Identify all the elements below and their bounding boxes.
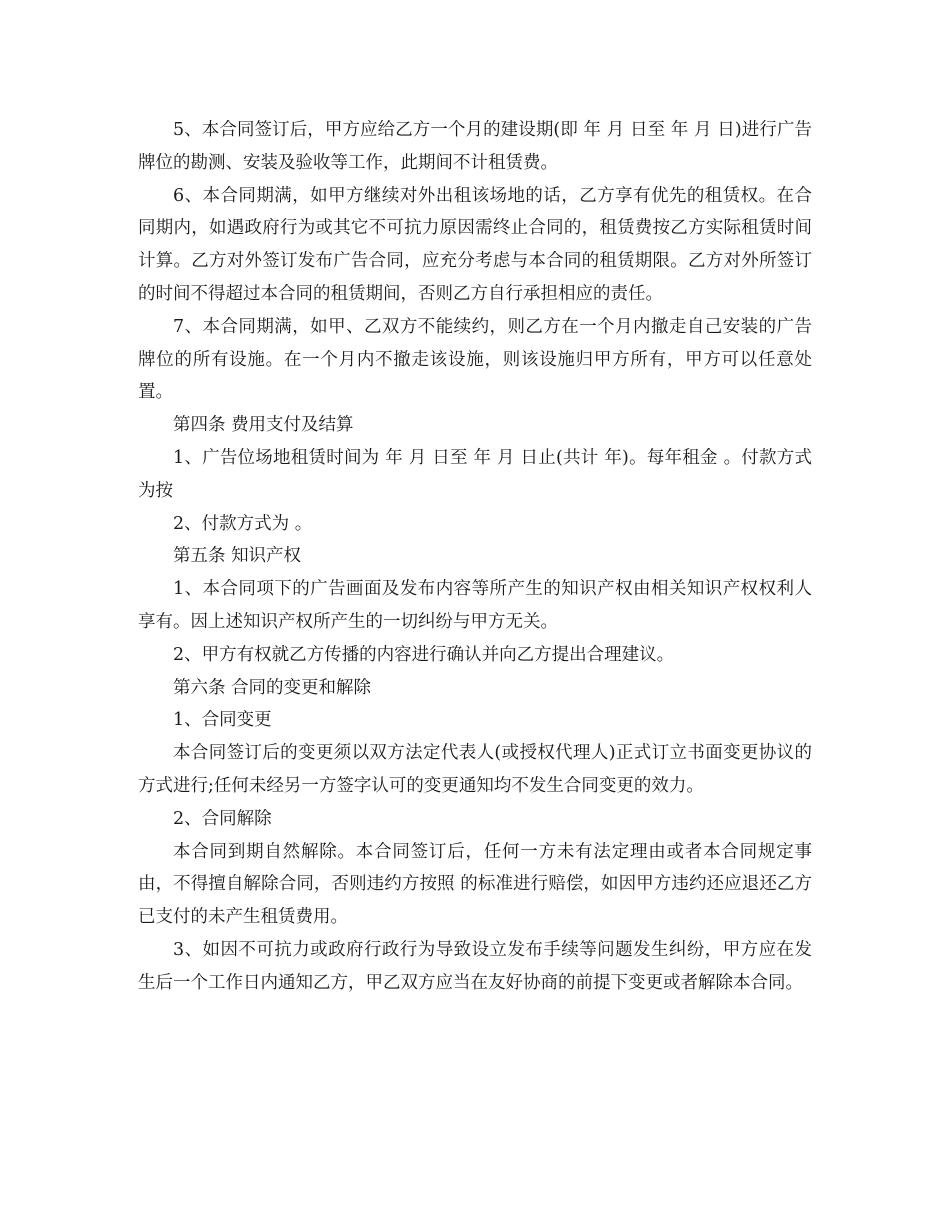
document-body: [138, 114, 812, 1000]
clause-paragraph: 6、本合同期满，如甲方继续对外出租该场地的话，乙方享有优先的租赁权。在合同期内，如遇政府行为或其它不可抗力原因需终止合同的，租赁费按乙方实际租赁时间计算。乙方对外签订发布广告合同，应充分考虑与本合同的租赁期限。乙方对外所签订的时间不得超过本合同的租赁期间，否则乙方自行承担相应的责任。: [138, 185, 812, 304]
section-heading: 第六条 合同的变更和解除: [173, 677, 372, 698]
clause-paragraph: 2、付款方式为 。: [173, 513, 313, 534]
clause-paragraph: 1、广告位场地租赁时间为 年 月 日至 年 月 日止(共计 年)。每年租金 。付款方式为按: [138, 447, 812, 501]
clause-paragraph: 本合同签订后的变更须以双方法定代表人(或授权代理人)正式订立书面变更协议的方式进行;任何未经另一方签字认可的变更通知均不发生合同变更的效力。: [138, 743, 812, 796]
section-heading: 第四条 费用支付及结算: [173, 415, 354, 436]
subsection-heading: 2、合同解除: [173, 808, 272, 829]
clause-paragraph: 2、甲方有权就乙方传播的内容进行确认并向乙方提出合理建议。: [173, 644, 675, 665]
subsection-heading: 1、合同变更: [173, 710, 272, 731]
clause-paragraph: 本合同到期自然解除。本合同签订后，任何一方未有法定理由或者本合同规定事由，不得擅自解除合同，否则违约方按照 的标准进行赔偿，如因甲方违约还应退还乙方已支付的未产生租赁费用。: [138, 841, 812, 928]
clause-paragraph: 7、本合同期满，如甲、乙双方不能续约，则乙方在一个月内撤走自己安装的广告牌位的所有设施。在一个月内不撤走该设施，则该设施归甲方所有，甲方可以任意处置。: [138, 316, 812, 403]
section-heading: 第五条 知识产权: [173, 546, 302, 567]
clause-paragraph: 3、如因不可抗力或政府行政行为导致设立发布手续等问题发生纠纷，甲方应在发生后一个工作日内通知乙方，甲乙双方应当在友好协商的前提下变更或者解除本合同。: [138, 939, 812, 993]
clause-paragraph: 1、本合同项下的广告画面及发布内容等所产生的知识产权由相关知识产权权利人享有。因上述知识产权所产生的一切纠纷与甲方无关。: [138, 579, 812, 632]
clause-paragraph: 5、本合同签订后，甲方应给乙方一个月的建设期(即 年 月 日至 年 月 日)进行广告牌位的勘测、安装及验收等工作，此期间不计租赁费。: [138, 120, 812, 173]
